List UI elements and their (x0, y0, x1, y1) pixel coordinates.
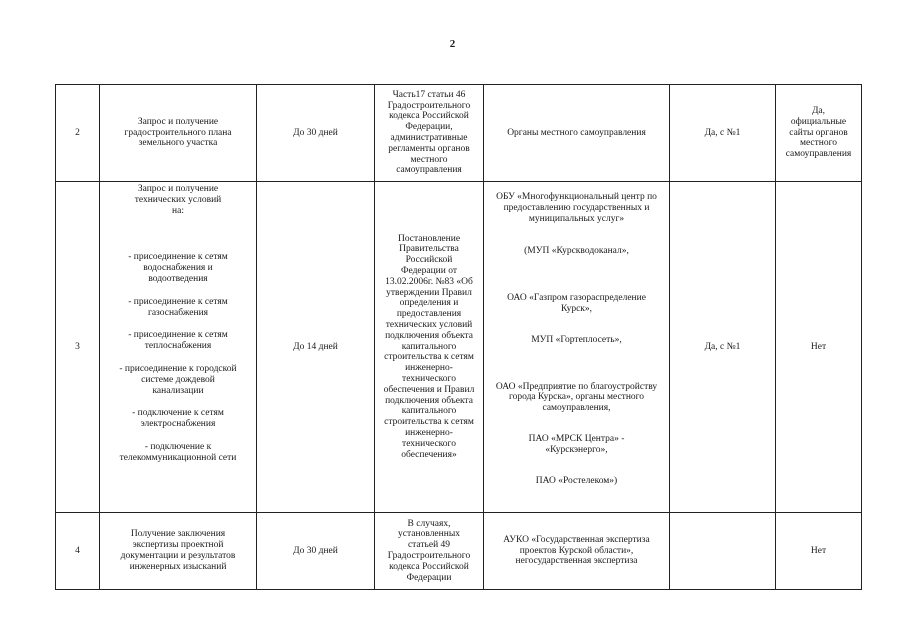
provider-item: ПАО «Ростелеком») (535, 475, 618, 486)
page-number: 2 (449, 38, 456, 50)
table-row (56, 513, 862, 590)
online-availability: Да, официальные сайты органов местного самоуправления (776, 85, 862, 182)
table-row (56, 85, 862, 182)
service-item: - подключение к телекоммуникационной сети (119, 441, 237, 463)
provider-item: ПАО «МРСК Центра» - «Курскэнерго», (528, 433, 625, 455)
service-provider: Органы местного самоуправления (484, 85, 670, 182)
service-term: До 30 дней (257, 513, 375, 590)
provider-item: МУП «Гортеплосеть», (531, 334, 622, 345)
fee-info (670, 513, 776, 590)
service-title: Запрос и получение технических условий на: (134, 184, 222, 216)
online-availability: Нет (776, 182, 862, 513)
fee-info: Да, с №1 (670, 182, 776, 513)
row-number: 4 (56, 513, 100, 590)
provider-item: (МУП «Курскводоканал», (524, 246, 629, 257)
service-item: - присоединение к сетям теплоснабжения (128, 330, 228, 352)
online-availability: Нет (776, 513, 862, 590)
table-row (56, 182, 862, 513)
service-item: - подключение к сетям электроснабжения (132, 408, 224, 430)
service-item: - присоединение к сетям водоснабжения и водоотведения (128, 252, 228, 284)
service-term: До 30 дней (257, 85, 375, 182)
service-item: - присоединение к городской системе дождевой канализации (119, 363, 237, 396)
services-table (55, 84, 862, 590)
service-provider (484, 182, 670, 513)
provider-item: ОАО «Предприятие по благоустройству города Курска», органы местного самоуправления, (495, 381, 658, 414)
provider-item: ОБУ «Многофункциональный центр по предоставлению государственных и муниципальных услуг» (496, 192, 657, 224)
legal-basis: Постановление Правительства Российской Федерации от 13.02.2006г. №83 «Об утверждении Правил определения и предоставления технических условий подключения объекта капитального строительства к сетям инженерно-технического обеспечения и Правил подключения объекта капитального строительства к сетям инженерно-технического обеспечения» (375, 182, 484, 513)
fee-info: Да, с №1 (670, 85, 776, 182)
row-number: 3 (56, 182, 100, 513)
row-number: 2 (56, 85, 100, 182)
service-name (100, 182, 257, 513)
service-provider: АУКО «Государственная экспертиза проектов Курской области», негосударственная экспертиза (484, 513, 670, 590)
legal-basis: Часть17 статьи 46 Градостроительного кодекса Российской Федерации, административные регламенты органов местного самоуправления (375, 85, 484, 182)
service-name: Получение заключения экспертизы проектной документации и результатов инженерных изысканий (100, 513, 257, 590)
service-item: - присоединение к сетям газоснабжения (128, 296, 228, 318)
provider-item: ОАО «Газпром газораспределение Курск», (507, 293, 646, 314)
legal-basis: В случаях, установленных статьей 49 Градостроительного кодекса Российской Федерации (375, 513, 484, 590)
service-term: До 14 дней (257, 182, 375, 513)
service-name: Запрос и получение градостроительного плана земельного участка (100, 85, 257, 182)
